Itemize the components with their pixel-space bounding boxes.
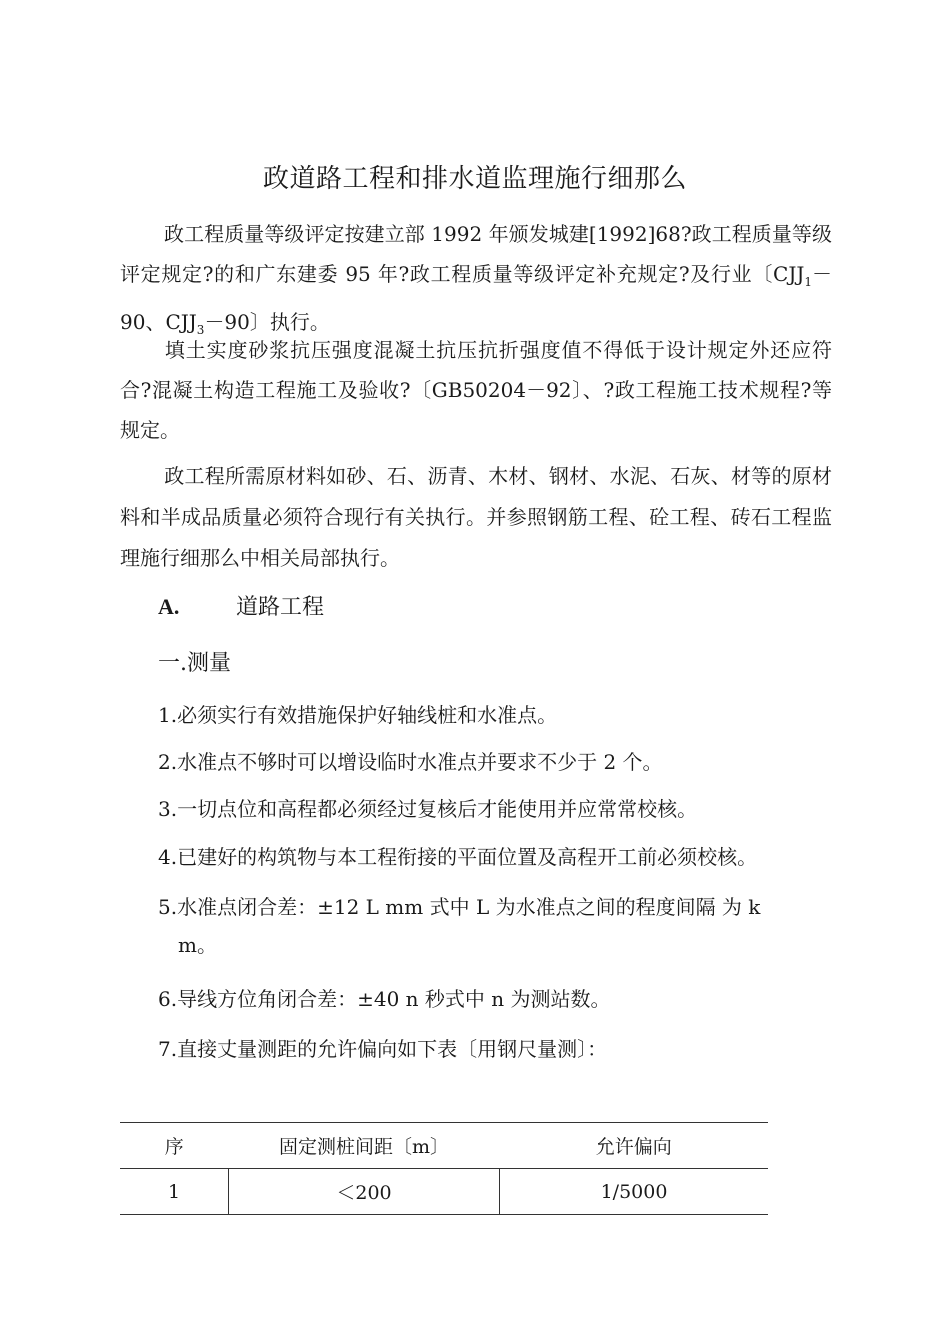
- list-item: [158, 838, 838, 876]
- item-number: 2.: [158, 750, 178, 774]
- document-title: 政道路工程和排水道监理施行细那么: [262, 164, 687, 194]
- column-header: 固定测桩间距〔m〕: [278, 1136, 450, 1158]
- paragraph-text: 政工程所需原材料如砂、石、沥青、木材、钢材、水泥、石灰、材等的原材料和半成品质量必须符合现行有关执行。并参照钢筋工程、砼工程、砖石工程监理施行细那么中相关局部执行。: [120, 464, 832, 570]
- paragraph-text: 政工程质量等级评定按建立部 1992 年颁发城建[1992]68?政工程质量等级评定规定?的和广东建委 95 年?政工程质量等级评定补充规定?及行业〔CJJ: [120, 222, 832, 286]
- subscript: 3: [196, 323, 205, 337]
- column-header: 序: [164, 1136, 184, 1158]
- item-text: 一切点位和高程都必须经过复核后才能使用并应常常校核。: [177, 797, 698, 821]
- item-number: 1.: [158, 703, 178, 727]
- subsection-heading-survey: 一.测量: [158, 651, 231, 676]
- table-cell: 1: [120, 1169, 229, 1215]
- table-cell: ＜200: [229, 1169, 500, 1215]
- paragraph-text: －90〕执行。: [204, 310, 330, 334]
- item-number: 5.: [158, 895, 178, 919]
- item-text: 水准点不够时可以增设临时水准点并要求不少于 2 个。: [177, 750, 663, 774]
- list-item: [158, 1030, 838, 1068]
- subscript: 1: [804, 275, 812, 289]
- paragraph-text: 填土实度砂浆抗压强度混凝土抗压抗折强度值不得低于设计规定外还应符合?混凝土构造工程施工及验收?〔GB50204－92〕、?政工程施工技术规程?等规定。: [120, 338, 832, 442]
- item-number: 6.: [158, 987, 178, 1011]
- list-item: [158, 743, 838, 781]
- item-text: 直接丈量测距的允许偏向如下表〔用钢尺量测〕：: [177, 1037, 608, 1061]
- list-item: [158, 888, 838, 964]
- table-row: [120, 1169, 768, 1215]
- paragraph-text: －90、CJJ: [120, 262, 832, 334]
- item-number: 4.: [158, 845, 178, 869]
- item-text: 已建好的构筑物与本工程衔接的平面位置及高程开工前必须校核。: [177, 845, 758, 869]
- section-title: 道路工程: [236, 595, 325, 620]
- table-header-row: [120, 1123, 768, 1169]
- paragraph-materials: [120, 456, 832, 579]
- item-number: 3.: [158, 797, 178, 821]
- tolerance-table: [120, 1122, 768, 1215]
- paragraph-strength-requirements: [120, 330, 832, 450]
- item-number: 7.: [158, 1037, 178, 1061]
- item-text-continuation: m。: [178, 933, 217, 957]
- column-header: 允许偏向: [595, 1136, 672, 1158]
- section-label: A.: [158, 594, 180, 619]
- item-text: 必须实行有效措施保护好轴线桩和水准点。: [177, 703, 558, 727]
- table-cell: 1/5000: [600, 1180, 668, 1203]
- section-heading-road: [158, 590, 324, 621]
- list-item: [158, 790, 838, 828]
- item-text: 导线方位角闭合差：±40 n 秒式中 n 为测站数。: [177, 987, 611, 1011]
- list-item: [158, 980, 838, 1018]
- list-item: [158, 696, 838, 734]
- item-text: 水准点闭合差：±12 L mm 式中 L 为水准点之间的程度间隔 为 k: [177, 895, 761, 919]
